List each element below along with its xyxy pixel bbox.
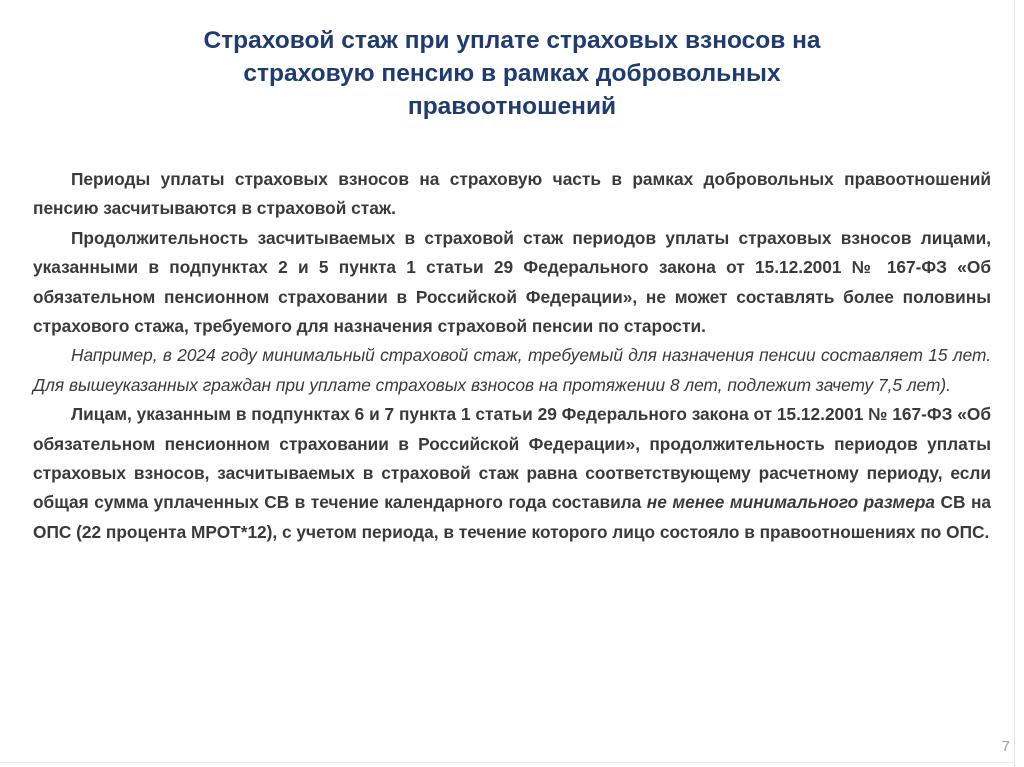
bottom-edge-line: [0, 762, 1014, 763]
slide-title: [150, 24, 874, 123]
paragraph-duration-limit: Продолжительность засчитываемых в страховой стаж периодов уплаты страховых взносов лицами, указанными в подпунктах 2 и 5 пункта 1 статьи 29 Федерального закона от 15.12.2001 № 167-ФЗ «Об обязательном пенсионном страховании в Российской Федерации», не может составлять более половины страхового стажа, требуемого для назначения страховой пенсии по старости.: [33, 227, 991, 337]
title-line-2: страховую пенсию в рамках добровольных: [243, 60, 781, 87]
slide-body: [33, 165, 991, 547]
right-edge-line: [1014, 0, 1015, 767]
paragraph-periods: Периоды уплаты страховых взносов на страховую часть в рамках добровольных правоотношений пенсию засчитываются в страховой стаж.: [33, 169, 991, 219]
paragraph-persons-6-7: [33, 400, 991, 547]
title-line-1: Страховой стаж при уплате страховых взносов на: [203, 27, 821, 54]
paragraph-persons-emphasis: не менее минимального размера: [646, 492, 935, 513]
paragraph-persons-part-1: Лицам, указанным в подпунктах 6 и 7 пункта 1 статьи 29 Федерального закона от 15.12.2001 № 167-ФЗ «Об обязательном пенсионном страховании в Российской Федерации», продолжительность периодов уплаты страховых взносов, засчитываемых в страховой стаж равна соответствующему расчетному периоду, если общая сумма уплаченных СВ в течение календарного года составила: [33, 404, 991, 513]
title-line-3: правоотношений: [407, 93, 617, 120]
paragraph-persons-part-2: СВ на ОПС (22 процента МРОТ*12), с учетом периода, в течение которого лицо состояло в правоотношениях по ОПС.: [33, 492, 991, 542]
paragraph-example: Например, в 2024 году минимальный страховой стаж, требуемый для назначения пенсии составляет 15 лет. Для вышеуказанных граждан при уплате страховых взносов на протяжении 8 лет, подлежит зачету 7,5 лет).: [33, 345, 991, 395]
page-number: 7: [1001, 738, 1010, 755]
